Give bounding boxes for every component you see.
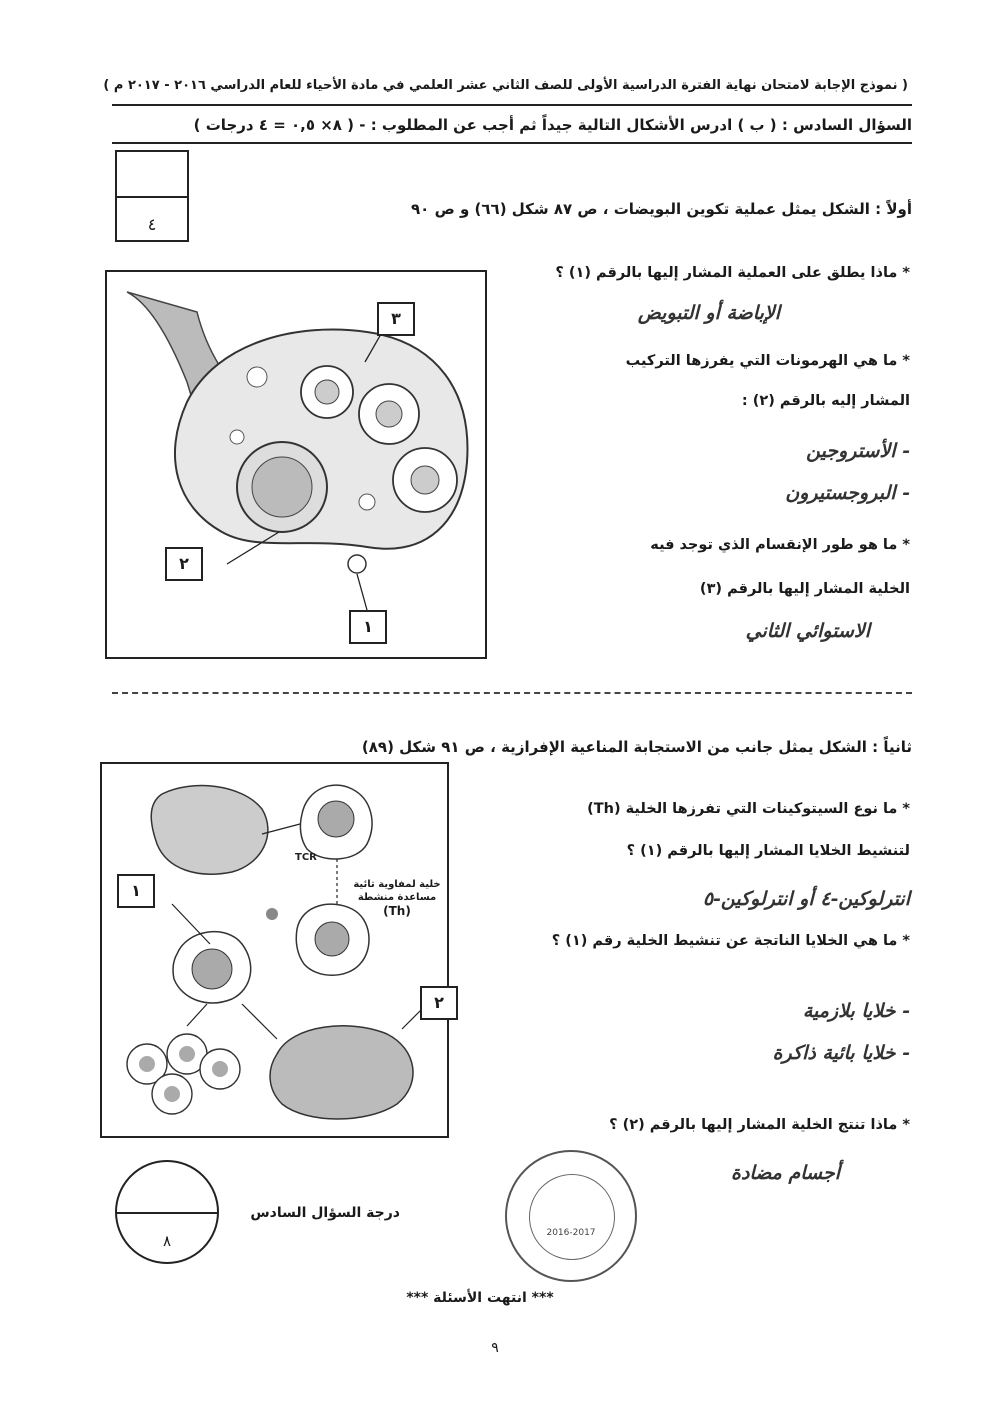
- th-caption-line2: مساعدة منشطة: [357, 892, 437, 903]
- part1-a1: الإباضة أو التبويض: [637, 302, 780, 324]
- part1-a2-1: - الأستروجين: [806, 440, 910, 462]
- score-value: ٤: [147, 215, 157, 234]
- question-rule: [112, 142, 912, 144]
- immune-figure: [100, 762, 449, 1138]
- ovary-label-3: ٣: [377, 302, 415, 336]
- grade-value: ٨: [162, 1232, 172, 1250]
- part2-a2-2: - خلايا بائية ذاكرة: [772, 1042, 910, 1064]
- part2-a3: أجسام مضادة: [731, 1162, 840, 1184]
- part2-a1: انترلوكين-٤ أو انترلوكين-٥: [702, 888, 910, 910]
- grade-circle: [115, 1160, 219, 1264]
- part1-q2-line2: المشار إليه بالرقم (٢) :: [741, 393, 910, 409]
- th-caption-line1: خلية لمفاوية تائية: [353, 879, 441, 890]
- page-number: ٩: [491, 1340, 499, 1356]
- grade-label: درجة السؤال السادس: [250, 1205, 400, 1221]
- section-divider: [112, 692, 912, 694]
- part1-q1: * ماذا يطلق على العملية المشار إليها بالرقم (١) ؟: [555, 265, 910, 281]
- part2-q2: * ما هي الخلايا الناتجة عن تنشيط الخلية رقم (١) ؟: [551, 933, 910, 949]
- ovary-label-2: ٢: [165, 547, 203, 581]
- part2-heading: ثانياً : الشكل يمثل جانب من الاستجابة المناعية الإفرازية ، ص ٩١ شكل (٨٩): [361, 738, 912, 756]
- th-caption: [352, 878, 442, 920]
- ovary-label-1: ١: [349, 610, 387, 644]
- part1-q3-line1: * ما هو طور الإنقسام الذي توجد فيه: [650, 537, 910, 553]
- ovary-drawing: [107, 272, 485, 657]
- part2-a2-1: - خلايا بلازمية: [802, 1000, 910, 1022]
- ovary-figure: [105, 270, 487, 659]
- header-rule: [112, 104, 912, 106]
- part1-q2-line1: * ما هي الهرمونات التي يفرزها التركيب: [625, 353, 910, 369]
- part2-q1-line2: لتنشيط الخلايا المشار إليها بالرقم (١) ؟: [626, 843, 910, 859]
- school-stamp: [505, 1150, 637, 1282]
- score-box: [115, 150, 189, 242]
- part2-q1-line1: * ما نوع السيتوكينات التي تفرزها الخلية (Th): [587, 801, 910, 817]
- part1-heading: أولاً : الشكل يمثل عملية تكوين البويضات ، ص ٨٧ شكل (٦٦) و ص ٩٠: [411, 200, 912, 218]
- part1-q3-line2: الخلية المشار إليها بالرقم (٣): [699, 581, 910, 597]
- part2-q3: * ماذا تنتج الخلية المشار إليها بالرقم (٢) ؟: [609, 1117, 910, 1133]
- end-of-questions: *** انتهت الأسئلة ***: [406, 1290, 554, 1306]
- immune-label-1: ١: [117, 874, 155, 908]
- part1-a2-2: - البروجستيرون: [785, 482, 910, 504]
- th-caption-abbr: (Th): [383, 904, 411, 918]
- immune-drawing: [102, 764, 447, 1136]
- part1-a3: الاستوائي الثاني: [745, 620, 870, 642]
- immune-label-2: ٢: [420, 986, 458, 1020]
- tcr-label: TCR: [295, 852, 317, 863]
- stamp-years: 2016-2017: [546, 1228, 596, 1238]
- exam-header-title: ( نموذج الإجابة لامتحان نهاية الفترة الدراسية الأولى للصف الثاني عشر العلمي في مادة الأحياء للعام الدراسي ٢٠١٦ - ٢٠١٧ م ): [103, 78, 908, 93]
- question-title: السؤال السادس : ( ب ) ادرس الأشكال التالية جيداً ثم أجب عن المطلوب : - ( ٨× ٠,٥ = ٤ درجات ): [193, 116, 912, 134]
